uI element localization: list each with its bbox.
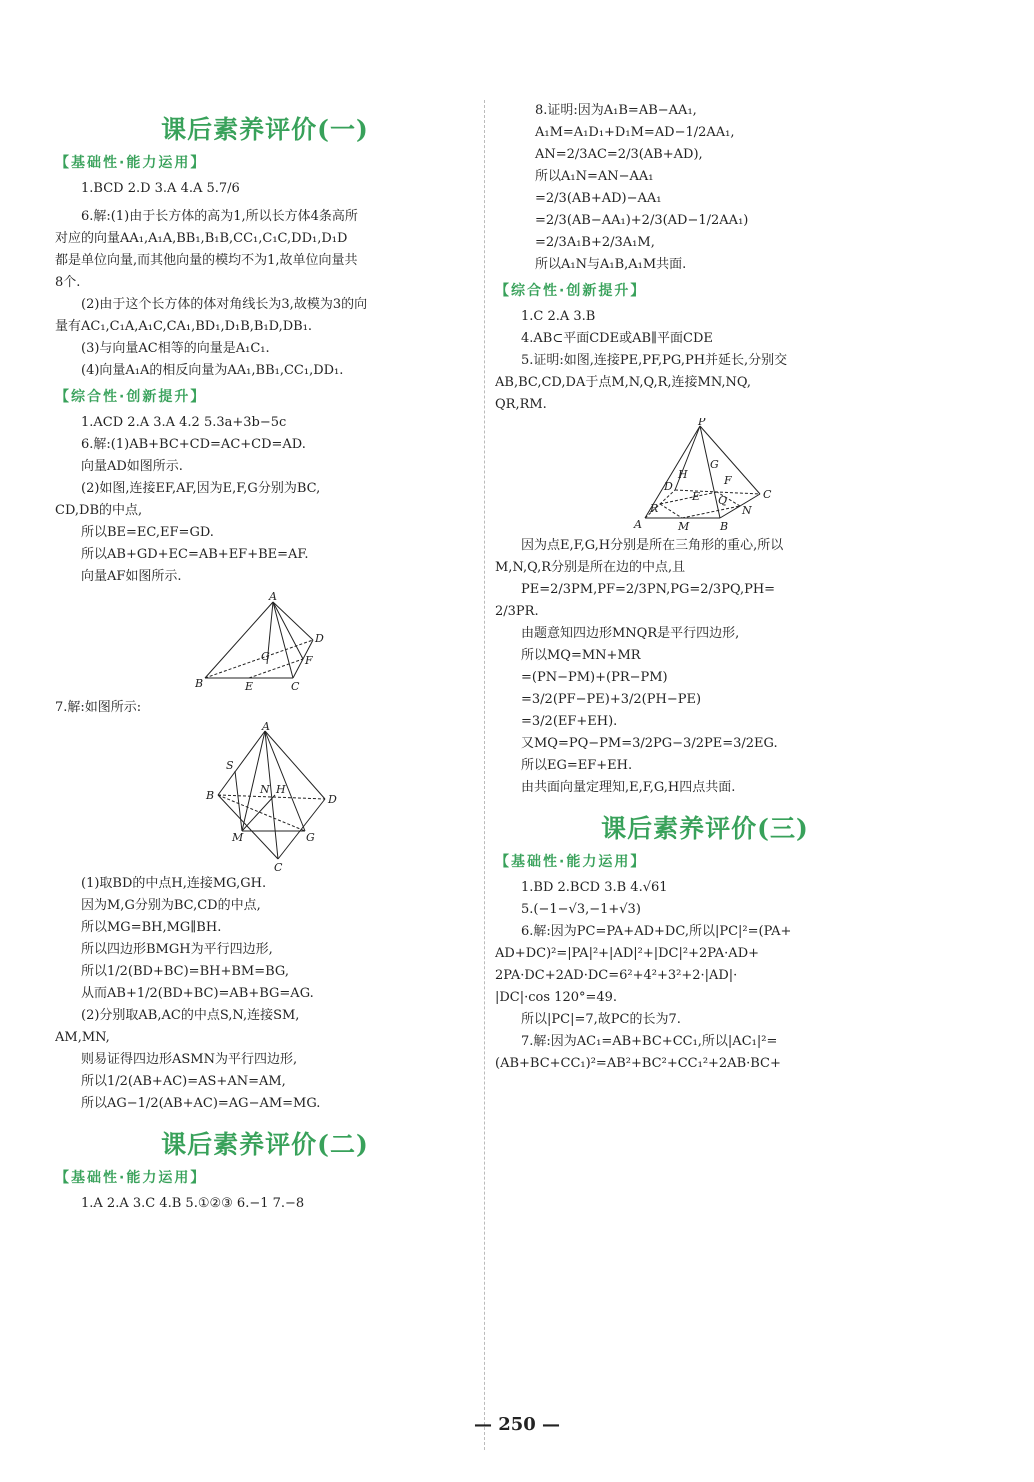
answer-line: 因为M,G分别为BC,CD的中点, <box>81 898 261 913</box>
label-H: H <box>276 783 286 796</box>
answer-line: (1)取BD的中点H,连接MG,GH. <box>81 876 267 891</box>
answer-line: 对应的向量AA₁,A₁A,BB₁,B₁B,CC₁,C₁C,DD₁,D₁D <box>55 231 348 246</box>
label-B: B <box>195 677 204 690</box>
label-P: P <box>698 418 706 428</box>
answer-line: 4.AB⊂平面CDE或AB∥平面CDE <box>521 331 713 346</box>
answer-line: 所以|PC|=7,故PC的长为7. <box>521 1012 681 1027</box>
label-G: G <box>306 831 315 844</box>
answer-line: 所以MG=BH,MG∥BH. <box>81 920 222 935</box>
answer-line: 2PA·DC+2AD·DC=6²+4²+3²+2·|AD|· <box>495 968 738 983</box>
label-F: F <box>305 654 313 667</box>
label-D: D <box>328 793 337 806</box>
answer-line: 5.(−1−√3,−1+√3) <box>521 902 641 917</box>
label-G: G <box>710 458 719 471</box>
answer-line: 所以AB+GD+EC=AB+EF+BE=AF. <box>81 547 309 562</box>
answer-line: 所以1/2(BD+BC)=BH+BM=BG, <box>81 964 289 979</box>
answer-line: AM,MN, <box>55 1030 110 1045</box>
label-A: A <box>634 518 642 531</box>
answer-line: 向量AD如图所示. <box>81 459 183 474</box>
subsection-heading: 【基础性·能力运用】 <box>495 854 647 870</box>
answer-line: 所以1/2(AB+AC)=AS+AN=AM, <box>81 1074 286 1089</box>
answer-line: 由共面向量定理知,E,F,G,H四点共面. <box>521 780 736 795</box>
answer-line: 1.BD 2.BCD 3.B 4.√61 <box>521 880 668 895</box>
label-S: S <box>226 759 234 772</box>
tetrahedron-figure-1 <box>195 590 335 695</box>
answer-line: 6.解:(1)由于长方体的高为1,所以长方体4条高所 <box>81 209 358 224</box>
answer-line: AD+DC)²=|PA|²+|AD|²+|DC|²+2PA·AD+ <box>495 946 760 961</box>
section-title-2: 课后素养评价(二) <box>161 1130 369 1159</box>
label-C: C <box>763 488 772 501</box>
answer-line: =3/2(EF+EH). <box>521 714 618 729</box>
label-D: D <box>664 480 673 493</box>
answer-line: 7.解:如图所示: <box>55 700 142 715</box>
answer-line: A₁M=A₁D₁+D₁M=AD−1/2AA₁, <box>535 125 735 140</box>
answer-line: 6.解:因为PC=PA+AD+DC,所以|PC|²=(PA+ <box>521 924 792 939</box>
answer-line: =2/3(AB+AD)−AA₁ <box>535 191 662 206</box>
answer-line: AN=2/3AC=2/3(AB+AD), <box>535 147 703 162</box>
label-F: F <box>724 474 732 487</box>
answer-line: 6.解:(1)AB+BC+CD=AC+CD=AD. <box>81 437 306 452</box>
answer-line: (2)如图,连接EF,AF,因为E,F,G分别为BC, <box>81 481 321 496</box>
label-A: A <box>262 721 270 733</box>
answer-line: (2)由于这个长方体的体对角线长为3,故模为3的向 <box>81 297 368 312</box>
label-C: C <box>291 680 300 693</box>
label-Q: Q <box>718 494 728 507</box>
answer-line: =2/3A₁B+2/3A₁M, <box>535 235 655 250</box>
answer-line: 所以AG−1/2(AB+AC)=AG−AM=MG. <box>81 1096 321 1111</box>
answer-line: 从而AB+1/2(BD+BC)=AB+BG=AG. <box>81 986 314 1001</box>
answer-line: 7.解:因为AC₁=AB+BC+CC₁,所以|AC₁|²= <box>521 1034 778 1049</box>
octahedron-figure <box>190 721 340 871</box>
subsection-heading: 【基础性·能力运用】 <box>55 155 207 171</box>
answer-line: 8.证明:因为A₁B=AB−AA₁, <box>535 103 697 118</box>
answer-line: 所以MQ=MN+MR <box>521 648 641 663</box>
answer-line: (4)向量A₁A的相反向量为AA₁,BB₁,CC₁,DD₁. <box>81 363 344 378</box>
answer-line: M,N,Q,R分别是所在边的中点,且 <box>495 560 686 575</box>
answer-line: 因为点E,F,G,H分别是所在三角形的重心,所以 <box>521 538 784 553</box>
column-divider <box>484 100 485 1450</box>
label-M: M <box>232 831 244 844</box>
label-E: E <box>245 680 254 693</box>
label-N: N <box>742 504 752 517</box>
answer-line: (2)分别取AB,AC的中点S,N,连接SM, <box>81 1008 300 1023</box>
section-title-3: 课后素养评价(三) <box>601 814 809 843</box>
answer-line: QR,RM. <box>495 397 547 412</box>
answer-line: 2/3PR. <box>495 604 539 619</box>
label-R: R <box>650 502 659 515</box>
label-A: A <box>269 590 277 603</box>
answer-line: 向量AF如图所示. <box>81 569 182 584</box>
answer-line: 又MQ=PQ−PM=3/2PG−3/2PE=3/2EG. <box>521 736 778 751</box>
label-D: D <box>315 632 324 645</box>
answer-line: 所以四边形BMGH为平行四边形, <box>81 942 273 957</box>
answer-line: =(PN−PM)+(PR−PM) <box>521 670 668 685</box>
answer-line: AB,BC,CD,DA于点M,N,Q,R,连接MN,NQ, <box>495 375 752 390</box>
right-column <box>495 100 915 1075</box>
left-column <box>55 100 475 1215</box>
label-B: B <box>206 789 215 802</box>
answer-line: 1.ACD 2.A 3.A 4.2 5.3a+3b−5c <box>81 415 287 430</box>
answer-line: 都是单位向量,而其他向量的模均不为1,故单位向量共 <box>55 253 358 268</box>
answer-line: 8个. <box>55 275 81 290</box>
answer-line: |DC|·cos 120°=49. <box>495 990 618 1005</box>
answer-line: (3)与向量AC相等的向量是A₁C₁. <box>81 341 270 356</box>
label-M: M <box>678 520 690 533</box>
section-title-1: 课后素养评价(一) <box>161 115 369 144</box>
answer-line: =3/2(PF−PE)+3/2(PH−PE) <box>521 692 702 707</box>
answer-line: PE=2/3PM,PF=2/3PN,PG=2/3PQ,PH= <box>521 582 776 597</box>
answer-line: 由题意知四边形MNQR是平行四边形, <box>521 626 740 641</box>
answer-line: =2/3(AB−AA₁)+2/3(AD−1/2AA₁) <box>535 213 749 228</box>
answer-line: 1.BCD 2.D 3.A 4.A 5.7/6 <box>81 181 240 196</box>
label-G: G <box>261 650 270 663</box>
label-H: H <box>678 468 688 481</box>
label-E: E <box>692 490 701 503</box>
subsection-heading: 【基础性·能力运用】 <box>55 1170 207 1186</box>
subsection-heading: 【综合性·创新提升】 <box>55 389 207 405</box>
label-C: C <box>274 861 283 871</box>
label-B: B <box>720 520 729 533</box>
answer-line: 所以EG=EF+EH. <box>521 758 633 773</box>
answer-line: CD,DB的中点, <box>55 503 143 518</box>
label-N: N <box>260 783 270 796</box>
answer-line: (AB+BC+CC₁)²=AB²+BC²+CC₁²+2AB·BC+ <box>495 1056 781 1071</box>
answer-line: 1.A 2.A 3.C 4.B 5.①②③ 6.−1 7.−8 <box>81 1196 305 1211</box>
pyramid-figure <box>620 418 790 533</box>
answer-line: 所以A₁N与A₁B,A₁M共面. <box>535 257 687 272</box>
answer-line: 所以A₁N=AN−AA₁ <box>535 169 654 184</box>
answer-line: 则易证得四边形ASMN为平行四边形, <box>81 1052 298 1067</box>
page-number: — 250 — <box>473 1414 561 1435</box>
subsection-heading: 【综合性·创新提升】 <box>495 283 647 299</box>
answer-line: 所以BE=EC,EF=GD. <box>81 525 214 540</box>
answer-line: 量有AC₁,C₁A,A₁C,CA₁,BD₁,D₁B,B₁D,DB₁. <box>55 319 313 334</box>
answer-line: 1.C 2.A 3.B <box>521 309 596 324</box>
answer-line: 5.证明:如图,连接PE,PF,PG,PH并延长,分别交 <box>521 353 788 368</box>
